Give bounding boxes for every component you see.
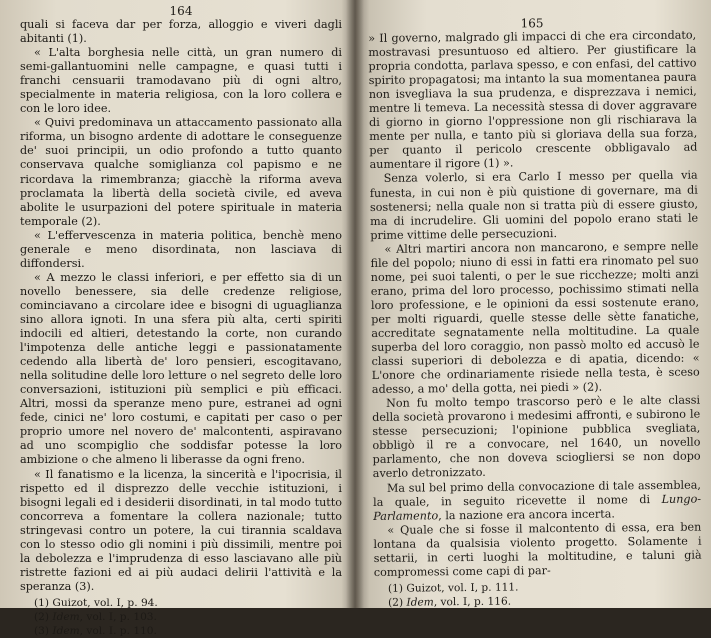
right-page xyxy=(368,15,702,610)
paragraph: « A mezzo le classi inferiori, e per effetto sia di un novello benessere, sia delle credenze religiose, cominciavano a circolare idee e bisogni di uguaglianza sino allora ignoti. In una sfera più alta, certi spiriti indocili ed altieri, detestando la corte, non curando l'impotenza delle antiche leggi e passionatamente cedendo alla libertà de' loro pensieri, escogitavano, nella solitudine delle loro letture o nel segreto delle loro conversazioni, istituzioni più semplici e più efficaci. Altri, mossi da speranze meno pure, estranei ad ogni fede, cinici ne' loro costumi, e capitati per caso o per proprio umore nel novero de' malcontenti, aspiravano ad uno scompiglio che soddisfar potesse la loro ambizione o che almeno li liberasse da ogni freno. xyxy=(20,270,342,467)
paragraph: « Quale che si fosse il malcontento di essa, era ben lontana da qualsisia violento progetto. Solamente i settarii, in certi luoghi la moltitudine, e taluni già compromessi come capi di par- xyxy=(373,520,702,579)
page-number: 165 xyxy=(520,16,544,31)
footnotes xyxy=(374,578,702,609)
paragraph: « Altri martiri ancora non mancarono, e sempre nelle file del popolo; niuno di essi in fatti era rinomato pel suo nome, pei suoi talenti, o per le sue ricchezze; molti anzi erano, prima del loro processo, pochissimo stimati nella loro professione, e le opinioni da essi sostenute erano, per molti riguardi, quelle stesse delle sètte fanatiche, accreditate segnatamente nella moltitudine. La quale superba del loro coraggio, non passò molto ed accusò le classi superiori di debolezza e di apatia, dicendo: « L'onore che ordinariamente risiede nella testa, è sceso adesso, a mo' della gotta, nei piedi » (2). xyxy=(370,239,700,397)
footnotes xyxy=(20,596,342,638)
book-gutter xyxy=(346,0,364,608)
paragraph: » Il governo, malgrado gli impacci di che era circondato, mostravasi presuntuoso ed altiero. Per giustificare la propria condotta, parlava spesso, e con enfasi, del cattivo spirito propagatosi; ma intanto la sua momentanea paura non isvegliava la sua prudenza, e disprezzava i nemici, mentre li temeva. La necessità stessa di dover aggravare di giorno in giorno l'oppressione non gli rischiarava la mente per nulla, e tanto più si gloriava della sua forza, per quanto il pericolo crescente obbligavalo ad aumentare il rigore (1) ». xyxy=(368,28,698,172)
paragraph: « Il fanatismo e la licenza, la sincerità e l'ipocrisia, il rispetto ed il disprezzo delle vecchie istituzioni, i bisogni legali ed i desiderii disordinati, in tal modo tutto concorreva a fomentare la collera nazionale; tutto stringevasi contro un potere, la cui tirannia scaldava con lo stesso odio gli nomini i più dissimili, mentre poi la debolezza e l'imprudenza di esso lasciavano alle più ristrette fazioni ed ai più audaci delirii l'attività e la speranza (3). xyxy=(20,467,342,593)
left-page xyxy=(20,4,342,638)
paragraph: « L'effervescenza in materia politica, benchè meno generale e meno disordinata, non lasciava di diffondersi. xyxy=(20,228,342,270)
page-number: 164 xyxy=(169,4,193,18)
footnote: (3) Idem, vol. I. p. 110. xyxy=(34,624,157,637)
footnote: (2) Idem, vol. I, p. 116. xyxy=(388,595,512,609)
paragraph: « Quivi predominava un attaccamento passionato alla riforma, un bisogno ardente di adottare le conseguenze de' suoi principii, un odio profondo a tutto quanto conservava qualche somiglianza col papismo e ne ricordava la rimembranza; giacchè la riforma aveva proclamata la libertà della società civile, ed aveva abolite le usurpazioni del potere spirituale in materia temporale (2). xyxy=(20,116,342,228)
paragraph: Senza volerlo, si era Carlo I messo per quella via funesta, in cui non è più quistione di governare, ma di sostenersi; nella quale non si tratta più di essere giusto, ma di incrudelire. Gli uomini del popolo erano stati le prime vittime delle persecuzioni. xyxy=(369,169,699,242)
footnote: (2) Idem, vol. I, p. 103. xyxy=(34,610,157,623)
paragraph: Non fu molto tempo trascorso però e le alte classi della società provarono i medesimi affronti, e subirono le stesse persecuzioni; l'opinione pubblica svegliata, obbligò il re a convocare, nel 1640, un novello parlamento, che non doveva sciogliersi se non dopo averlo detronizzato. xyxy=(372,393,701,481)
paragraph: quali si faceva dar per forza, alloggio e viveri dagli abitanti (1). xyxy=(20,18,342,46)
paragraph: Ma sul bel primo della convocazione di tale assemblea, la quale, in seguito ricevette il nome di Lungo-Parlamento, la nazione era ancora incerta. xyxy=(373,478,702,523)
footnote: (1) Guizot, vol. I, p. 111. xyxy=(387,581,519,595)
paragraph: « L'alta borghesia nelle città, un gran numero di semi-gallantuomini nelle campagne, e quasi tutti i franchi censuarii tramodavano più di ogni altro, specialmente in materia religiosa, con la loro collera e con le loro idee. xyxy=(20,46,342,116)
footnote: (1) Guizot, vol. I, p. 94. xyxy=(34,596,158,609)
